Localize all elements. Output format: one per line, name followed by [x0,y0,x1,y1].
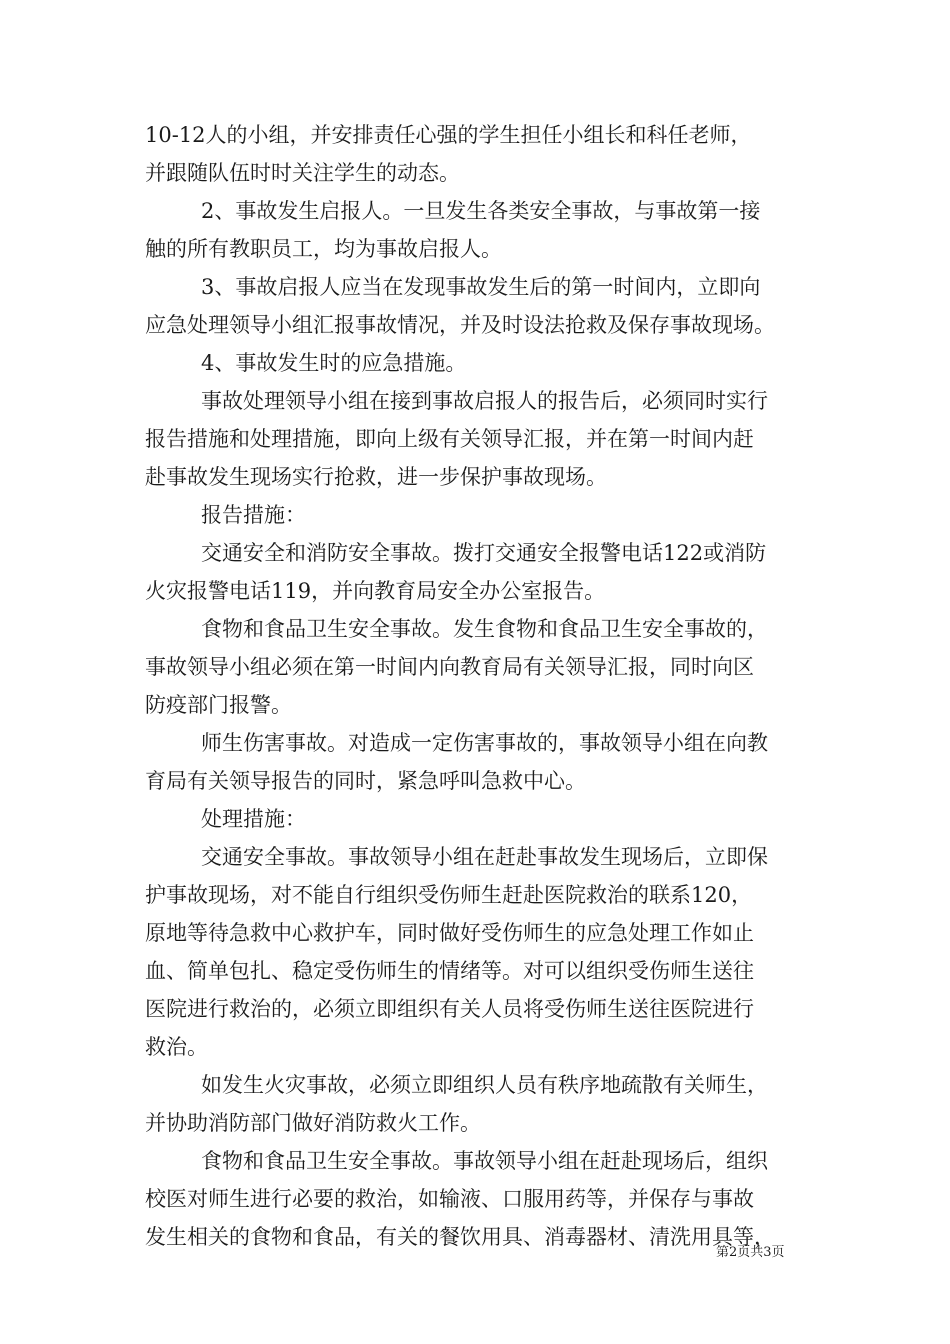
text-line-23: 血、简单包扎、稳定受伤师生的情绪等。对可以组织受伤师生送往 [145,959,754,983]
text-line-11: 报告措施： [201,503,306,527]
text-line-25: 救治。 [145,1035,208,1059]
text-line-3: 2、事故发生启报人。一旦发生各类安全事故，与事故第一接 [201,199,761,223]
text-line-22: 原地等待急救中心救护车，同时做好受伤师生的应急处理工作如止 [145,921,754,945]
text-line-28: 食物和食品卫生安全事故。事故领导小组在赶赴现场后，组织 [201,1149,768,1173]
text-line-5: 3、事故启报人应当在发现事故发生后的第一时间内，立即向 [201,275,761,299]
text-line-7: 4、事故发生时的应急措施。 [201,351,467,375]
text-line-14: 食物和食品卫生安全事故。发生食物和食品卫生安全事故的， [201,617,768,641]
text-line-10: 赴事故发生现场实行抢救，进一步保护事故现场。 [145,465,607,489]
text-line-4: 触的所有教职员工，均为事故启报人。 [145,237,502,261]
text-line-13: 火灾报警电话119，并向教育局安全办公室报告。 [145,579,606,603]
text-line-1: 10-12人的小组，并安排责任心强的学生担任小组长和科任老师， [145,123,752,147]
text-line-20: 交通安全事故。事故领导小组在赶赴事故发生现场后，立即保 [201,845,768,869]
text-line-9: 报告措施和处理措施，即向上级有关领导汇报，并在第一时间内赶 [145,427,754,451]
text-line-21: 护事故现场，对不能自行组织受伤师生赶赴医院救治的联系120， [145,883,753,907]
text-line-17: 师生伤害事故。对造成一定伤害事故的，事故领导小组在向教 [201,731,768,755]
page-number-footer: 第2页共3页 [716,1245,785,1260]
text-line-19: 处理措施： [201,807,306,831]
text-line-16: 防疫部门报警。 [145,693,292,717]
text-line-15: 事故领导小组必须在第一时间内向教育局有关领导汇报，同时向区 [145,655,754,679]
text-line-12: 交通安全和消防安全事故。拨打交通安全报警电话122或消防 [201,541,767,565]
text-line-6: 应急处理领导小组汇报事故情况，并及时设法抢救及保存事故现场。 [145,313,775,337]
text-line-26: 如发生火灾事故，必须立即组织人员有秩序地疏散有关师生， [201,1073,768,1097]
text-line-29: 校医对师生进行必要的救治，如输液、口服用药等，并保存与事故 [145,1187,754,1211]
text-line-30: 发生相关的食物和食品，有关的餐饮用具、消毒器材、清洗用具等， [145,1225,775,1249]
text-line-2: 并跟随队伍时时关注学生的动态。 [145,161,460,185]
text-line-24: 医院进行救治的，必须立即组织有关人员将受伤师生送往医院进行 [145,997,754,1021]
text-line-8: 事故处理领导小组在接到事故启报人的报告后，必须同时实行 [201,389,768,413]
text-line-18: 育局有关领导报告的同时，紧急呼叫急救中心。 [145,769,586,793]
text-line-27: 并协助消防部门做好消防救火工作。 [145,1111,481,1135]
